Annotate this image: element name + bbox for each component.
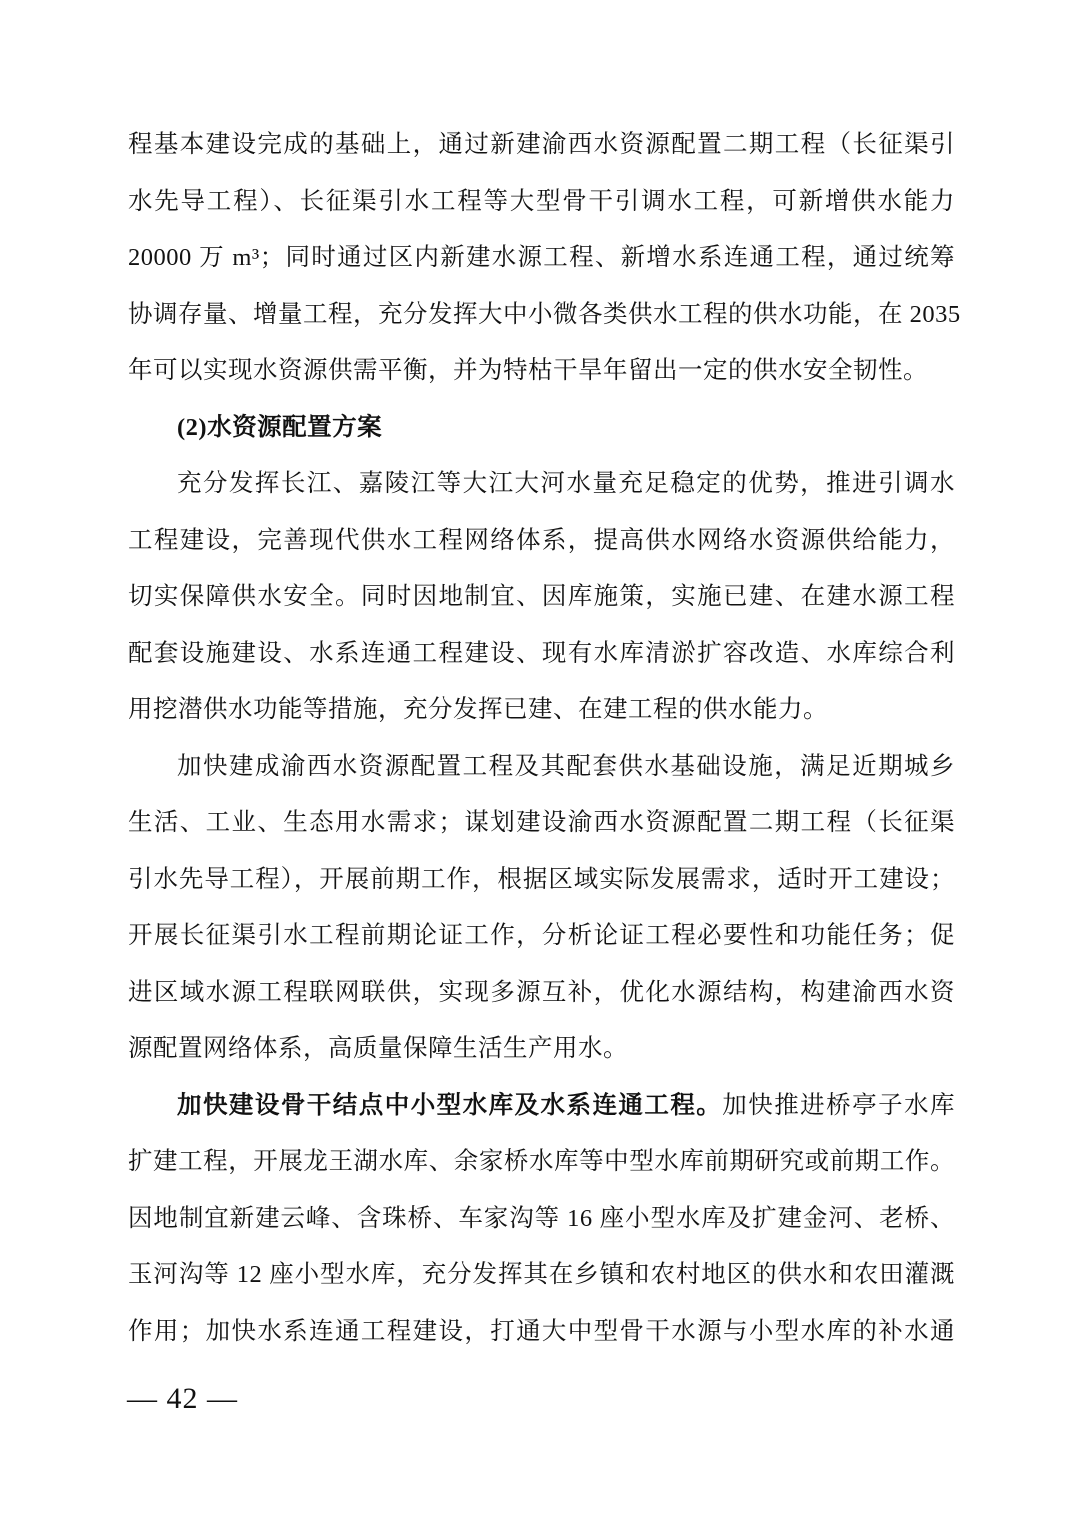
text-line: 生活、工业、生态用水需求；谋划建设渝西水资源配置二期工程（长征渠 (128, 809, 955, 836)
text-line: 20000 万 m³；同时通过区内新建水源工程、新增水系连通工程，通过统筹 (128, 244, 955, 271)
text-line: 工程建设，完善现代供水工程网络体系，提高供水网络水资源供给能力， (128, 526, 955, 554)
text-line: 因地制宜新建云峰、含珠桥、车家沟等 16 座小型水库及扩建金河、老桥、 (128, 1204, 955, 1232)
lead-rest-text: 加快推进桥亭子水库 (722, 1091, 956, 1119)
paragraph-2 (128, 456, 955, 739)
text-line: 切实保障供水安全。同时因地制宜、因库施策，实施已建、在建水源工程 (128, 583, 955, 610)
text-line (128, 1078, 955, 1135)
text-line: 引水先导工程），开展前期工作，根据区域实际发展需求，适时开工建设； (128, 865, 955, 893)
text-block (128, 117, 961, 1360)
text-line: 充分发挥长江、嘉陵江等大江大河水量充足稳定的优势，推进引调水 (177, 470, 955, 497)
text-line: 协调存量、增量工程，充分发挥大中小微各类供水工程的供水功能，在 2035 (128, 300, 961, 328)
text-line: 扩建工程，开展龙王湖水库、余家桥水库等中型水库前期研究或前期工作。 (128, 1148, 955, 1175)
text-line: 用挖潜供水功能等措施，充分发挥已建、在建工程的供水能力。 (128, 696, 828, 723)
text-line: 源配置网络体系，高质量保障生活生产用水。 (128, 1035, 628, 1062)
text-line: 玉河沟等 12 座小型水库，充分发挥其在乡镇和农村地区的供水和农田灌溉 (128, 1261, 955, 1288)
text-line: 进区域水源工程联网联供，实现多源互补，优化水源结构，构建渝西水资 (128, 978, 955, 1006)
text-line: 水先导工程）、长征渠引水工程等大型骨干引调水工程，可新增供水能力 (128, 187, 955, 215)
paragraph-3 (128, 739, 955, 1078)
bold-lead-sentence: 加快建设骨干结点中小型水库及水系连通工程。 (177, 1091, 723, 1119)
page-number: — 42 — (127, 1382, 238, 1415)
section-heading: (2)水资源配置方案 (177, 413, 383, 441)
text-line: 作用；加快水系连通工程建设，打通大中型骨干水源与小型水库的补水通 (128, 1317, 955, 1345)
text-line: 年可以实现水资源供需平衡，并为特枯干旱年留出一定的供水安全韧性。 (128, 357, 928, 384)
text-line: 配套设施建设、水系连通工程建设、现有水库清淤扩容改造、水库综合利 (128, 639, 955, 667)
text-line: 加快建成渝西水资源配置工程及其配套供水基础设施，满足近期城乡 (177, 752, 955, 780)
text-line: 程基本建设完成的基础上，通过新建渝西水资源配置二期工程（长征渠引 (128, 131, 955, 158)
paragraph-4 (128, 1078, 955, 1361)
text-line: 开展长征渠引水工程前期论证工作，分析论证工程必要性和功能任务；促 (128, 922, 955, 949)
paragraph-1 (128, 117, 961, 400)
